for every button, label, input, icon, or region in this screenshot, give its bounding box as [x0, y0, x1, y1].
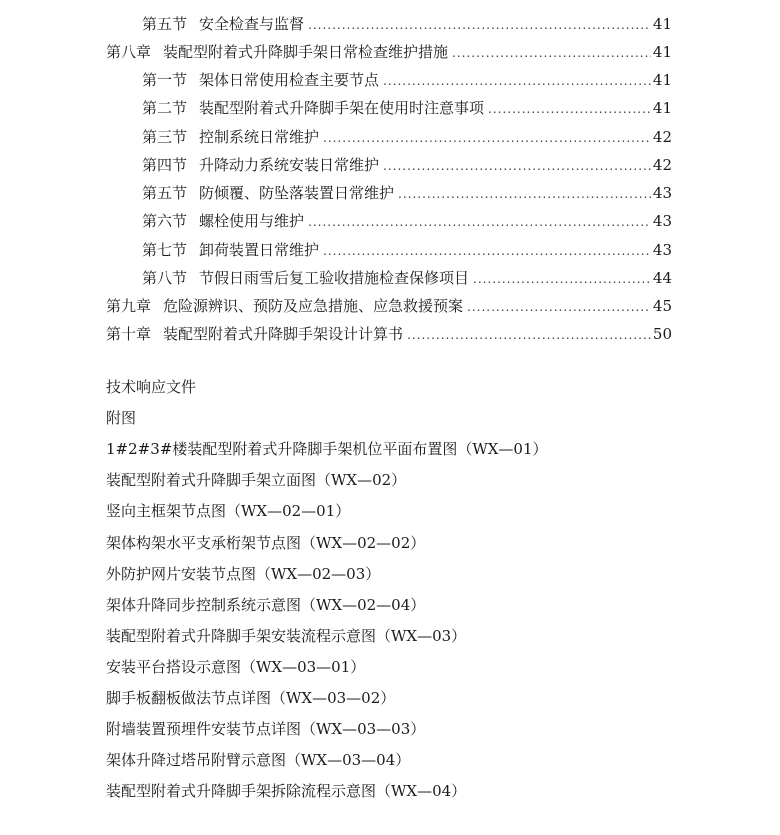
toc-entry[interactable]	[142, 239, 672, 261]
toc-entry-title: 装配型附着式升降脚手架在使用时注意事项	[199, 99, 485, 117]
toc-entry-page: 41	[652, 99, 672, 117]
appendix-item[interactable]: 装配型附着式升降脚手架拆除流程示意图（WX—04）	[106, 782, 467, 800]
dot-leader	[473, 268, 651, 290]
toc-entry-page: 41	[652, 43, 672, 61]
toc-entry-title: 节假日雨雪后复工验收措施检查保修项目	[199, 269, 470, 287]
toc-entry-title: 装配型附着式升降脚手架日常检查维护措施	[163, 43, 449, 61]
toc-entry-page: 45	[652, 297, 672, 315]
toc-entry-page: 43	[652, 212, 672, 230]
toc-entry-label: 第五节	[142, 15, 188, 33]
toc-entry-page: 44	[652, 269, 672, 287]
toc-entry-label: 第八节	[142, 269, 188, 287]
toc-entry-label: 第三节	[142, 128, 188, 146]
toc-entry-label: 第一节	[142, 71, 188, 89]
toc-entry-label: 第六节	[142, 212, 188, 230]
toc-entry-page: 50	[652, 325, 672, 343]
appendix-item[interactable]: 装配型附着式升降脚手架立面图（WX—02）	[106, 471, 407, 489]
appendix-item[interactable]: 架体构架水平支承桁架节点图（WX—02—02）	[106, 534, 426, 552]
toc-entry[interactable]	[142, 154, 672, 176]
toc-entry[interactable]	[142, 13, 672, 35]
toc-entry-title: 装配型附着式升降脚手架设计计算书	[163, 325, 404, 343]
appendix-item[interactable]: 1#2#3#楼装配型附着式升降脚手架机位平面布置图（WX—01）	[106, 440, 548, 458]
toc-entry-page: 43	[652, 184, 672, 202]
toc-entry-title: 升降动力系统安装日常维护	[199, 156, 380, 174]
toc-entry-title: 螺栓使用与维护	[199, 212, 305, 230]
dot-leader	[452, 42, 651, 64]
toc-entry[interactable]	[142, 267, 672, 289]
appendix-item[interactable]: 外防护网片安装节点图（WX—02—03）	[106, 565, 381, 583]
toc-entry-label: 第十章	[106, 325, 152, 343]
appendix-item[interactable]: 架体升降同步控制系统示意图（WX—02—04）	[106, 596, 426, 614]
toc-entry[interactable]	[142, 97, 672, 119]
appendix-item[interactable]: 安装平台搭设示意图（WX—03—01）	[106, 658, 366, 676]
toc-entry-label: 第五节	[142, 184, 188, 202]
dot-leader	[407, 324, 651, 346]
toc-entry-label: 第九章	[106, 297, 152, 315]
dot-leader	[383, 70, 651, 92]
dot-leader	[308, 14, 651, 36]
toc-entry[interactable]	[142, 182, 672, 204]
dot-leader	[308, 211, 651, 233]
appendix-item[interactable]: 装配型附着式升降脚手架安装流程示意图（WX—03）	[106, 627, 467, 645]
appendix-item[interactable]: 脚手板翻板做法节点详图（WX—03—02）	[106, 689, 396, 707]
toc-entry[interactable]	[142, 69, 672, 91]
toc-entry-label: 第八章	[106, 43, 152, 61]
toc-entry-title: 架体日常使用检查主要节点	[199, 71, 380, 89]
toc-entry[interactable]	[106, 295, 672, 317]
toc-entry-page: 41	[652, 71, 672, 89]
tech-response-heading: 技术响应文件	[106, 378, 197, 396]
toc-entry-page: 43	[652, 241, 672, 259]
dot-leader	[398, 183, 651, 205]
toc-entry[interactable]	[106, 41, 672, 63]
toc-entry-page: 42	[652, 128, 672, 146]
toc-entry-label: 第七节	[142, 241, 188, 259]
toc-entry-label: 第四节	[142, 156, 188, 174]
toc-entry-label: 第二节	[142, 99, 188, 117]
toc-entry-title: 安全检查与监督	[199, 15, 305, 33]
appendix-heading: 附图	[106, 409, 137, 427]
dot-leader	[383, 155, 651, 177]
toc-entry[interactable]	[142, 210, 672, 232]
toc-entry-page: 42	[652, 156, 672, 174]
toc-entry[interactable]	[142, 126, 672, 148]
appendix-item[interactable]: 附墙装置预埋件安装节点详图（WX—03—03）	[106, 720, 426, 738]
dot-leader	[323, 240, 651, 262]
toc-entry-title: 控制系统日常维护	[199, 128, 320, 146]
dot-leader	[488, 98, 651, 120]
dot-leader	[467, 296, 651, 318]
dot-leader	[323, 127, 651, 149]
toc-entry[interactable]	[106, 323, 672, 345]
toc-entry-title: 危险源辨识、预防及应急措施、应急救援预案	[163, 297, 464, 315]
appendix-item[interactable]: 架体升降过塔吊附臂示意图（WX—03—04）	[106, 751, 411, 769]
toc-entry-title: 卸荷装置日常维护	[199, 241, 320, 259]
toc-entry-title: 防倾覆、防坠落装置日常维护	[199, 184, 395, 202]
appendix-item[interactable]: 竖向主框架节点图（WX—02—01）	[106, 502, 351, 520]
toc-entry-page: 41	[652, 15, 672, 33]
